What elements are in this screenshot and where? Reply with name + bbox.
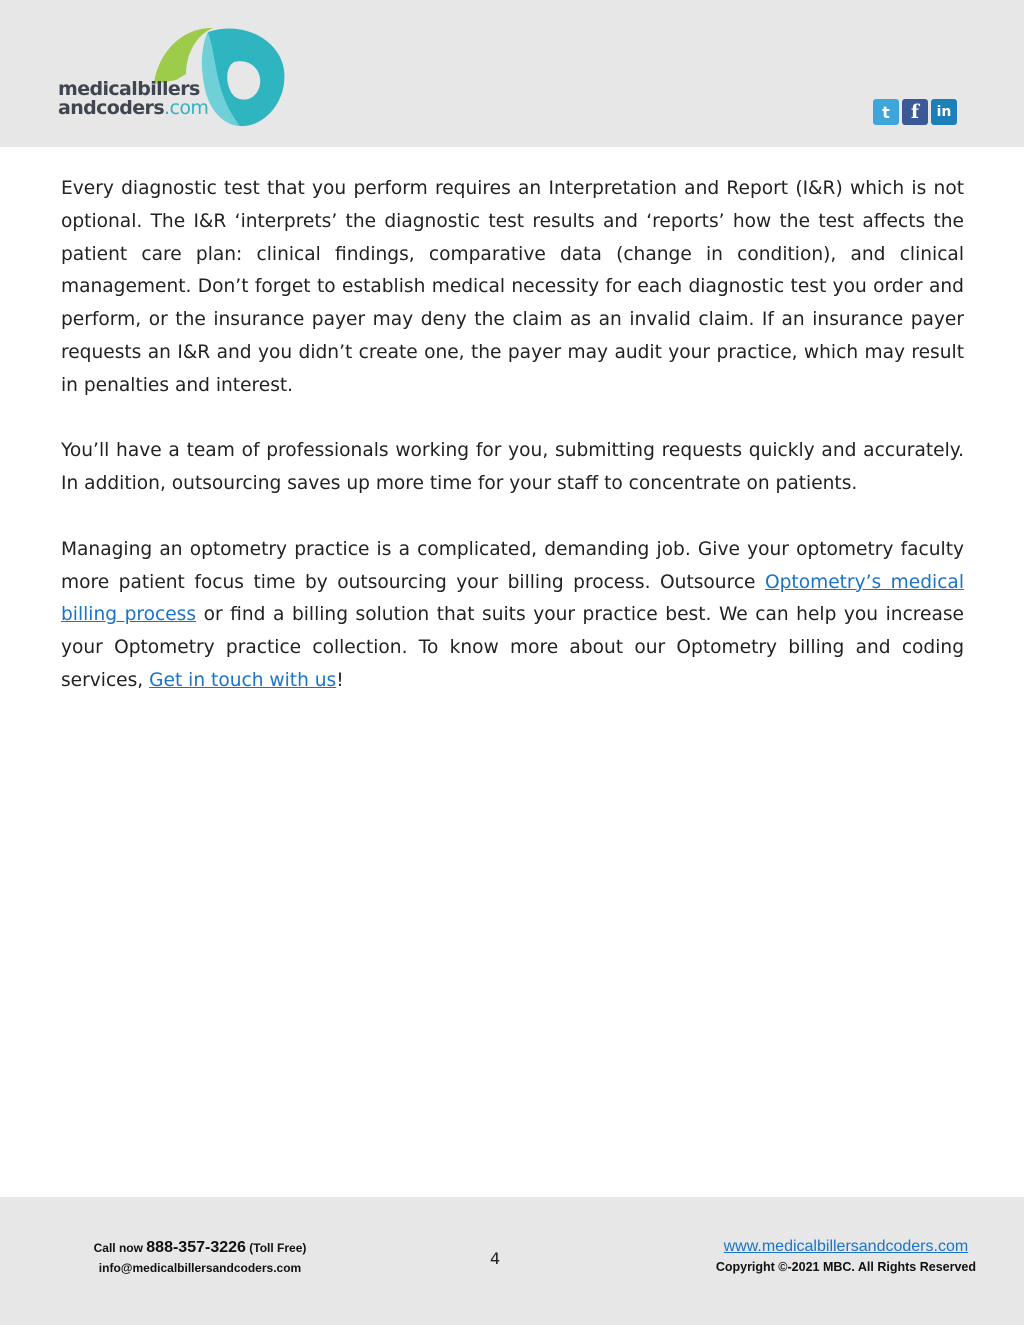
logo-line-1: medicalbillers	[58, 78, 200, 100]
logo-line-2-main: andcoders	[58, 97, 165, 119]
optometry-billing-link[interactable]: Optometry’s medical billing process	[61, 571, 964, 626]
footer-contact	[60, 1238, 340, 1278]
phone-number[interactable]: 888-357-3226	[146, 1239, 246, 1256]
footer-email[interactable]: info@medicalbillersandcoders.com	[98, 1261, 302, 1275]
twitter-icon[interactable]	[873, 99, 899, 125]
paragraph-1: Every diagnostic test that you perform requires an Interpretation and Report (I&R) which is not optional. The I&R ‘interprets’ the diagnostic test results and ‘reports’ how the test affects the patient care plan: clinical findings, comparative data (change in condition), and clinical management. Don’t forget to establish medical necessity for each diagnostic test you order and perform, or the insurance payer may deny the claim as an invalid claim. If an insurance payer requests an I&R and you didn’t create one, the payer may audit your practice, which may result in penalties and interest.	[61, 178, 964, 396]
page-number: 4	[490, 1249, 501, 1268]
footer-call-line	[60, 1238, 340, 1258]
logo-wordmark	[58, 80, 208, 118]
twitter-glyph: t	[882, 102, 890, 122]
copyright-text: Copyright ©-2021 MBC. All Rights Reserved	[715, 1260, 976, 1274]
toll-free-label: (Toll Free)	[245, 1241, 307, 1255]
company-logo[interactable]	[58, 22, 290, 132]
paragraph-3	[61, 534, 964, 698]
call-label: Call now	[93, 1241, 147, 1255]
paragraph-3-part-2: or find a billing solution that suits your practice best. We can help you increase your Optometry practice collection. To know more about our Optometry billing and coding services,	[61, 604, 964, 691]
paragraph-3-part-1: Managing an optometry practice is a complicated, demanding job. Give your optometry faculty more patient focus time by outsourcing your billing process. Outsource	[61, 538, 964, 593]
page-header	[0, 0, 1024, 147]
page-footer	[0, 1197, 1024, 1325]
linkedin-glyph: in	[936, 104, 952, 120]
website-link[interactable]: www.medicalbillersandcoders.com	[723, 1238, 969, 1255]
facebook-glyph: f	[910, 101, 920, 123]
linkedin-icon[interactable]	[931, 99, 957, 125]
footer-website	[716, 1237, 976, 1277]
logo-line-2-suffix: .com	[164, 97, 209, 119]
get-in-touch-link[interactable]: Get in touch with us	[149, 669, 337, 691]
paragraph-2: You’ll have a team of professionals working for you, submitting requests quickly and accurately. In addition, outsourcing saves up more time for your staff to concentrate on patients.	[61, 440, 964, 495]
facebook-icon[interactable]	[902, 99, 928, 125]
paragraph-3-part-3: !	[336, 669, 344, 691]
logo-line-2	[58, 99, 208, 118]
document-body	[61, 173, 964, 731]
social-links	[873, 99, 957, 125]
